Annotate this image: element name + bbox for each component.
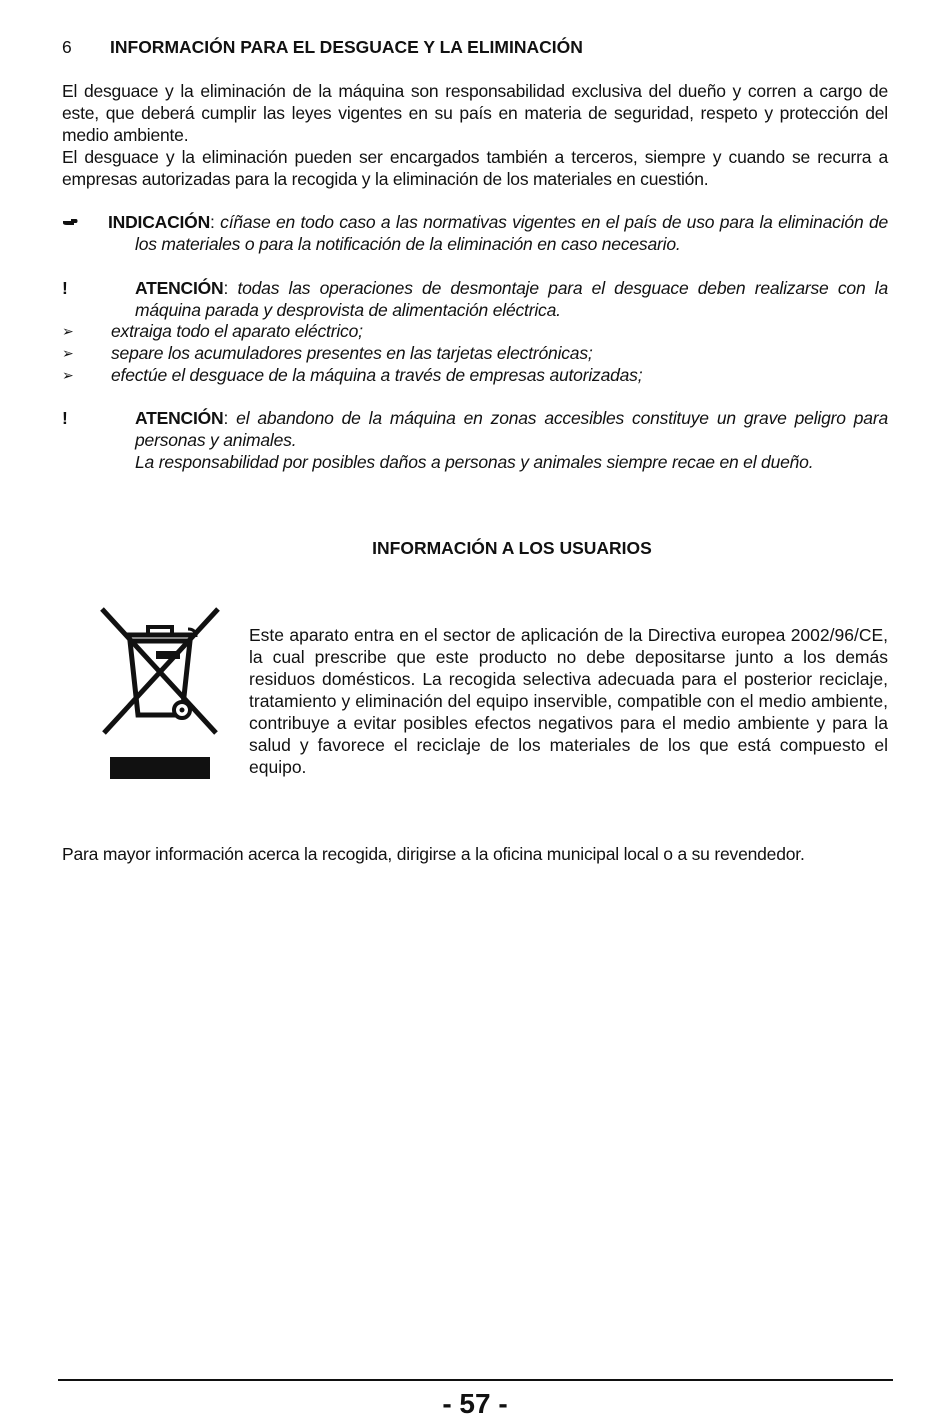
weee-directive-text: Este aparato entra en el sector de aplicación de la Directiva europea 2002/96/CE, la cual prescribe que este producto no debe depositarse junto a los demás residuos domésticos. La recogida selectiva adecuada para el posterior reciclaje, tratamiento y eliminación del equipo inservible, compatible con el medio ambiente, contribuye a evitar posibles efectos negativos para el medio ambiente y para la salud y favorece el reciclaje de los materiales de los que está compuesto el equipo.	[249, 625, 888, 777]
atencion-note-2: ! ATENCIÓN: el abandono de la máquina en zonas accesibles constituye un grave peligro para personas y animales. La responsabilidad por posibles daños a personas y animales siempre recae en el dueño.	[62, 408, 888, 472]
indicacion-label: INDICACIÓN	[108, 212, 211, 232]
intro-paragraph-1: El desguace y la eliminación de la máquina son responsabilidad exclusiva del dueño y corren a cargo de este, que deberá cumplir las leyes vigentes en su país en materia de seguridad, respeto y protección del medio ambiente.	[62, 81, 888, 145]
section-title: INFORMACIÓN PARA EL DESGUACE Y LA ELIMINACIÓN	[110, 37, 583, 57]
arrow-bullet-icon: ➢	[62, 345, 74, 361]
intro-paragraph-2: El desguace y la eliminación pueden ser encargados también a terceros, siempre y cuando se recurra a empresas autorizadas para la recogida y la eliminación de los materiales en cuestión.	[62, 147, 888, 189]
atencion-text-2: La responsabilidad por posibles daños a personas y animales siempre recae en el dueño.	[135, 452, 814, 472]
section-number: 6	[62, 37, 72, 57]
atencion-note-1: ! ATENCIÓN: todas las operaciones de desmontaje para el desguace deben realizarse con la máquina parada y desprovista de alimentación eléctrica.	[62, 278, 888, 320]
footer-divider	[58, 1379, 893, 1381]
atencion-text: el abandono de la máquina en zonas accesibles constituye un grave peligro para personas y animales.	[135, 408, 888, 450]
atencion-label: ATENCIÓN	[135, 278, 224, 298]
attention-marker: !	[62, 408, 68, 428]
atencion-label: ATENCIÓN	[135, 408, 224, 428]
atencion-text: todas las operaciones de desmontaje para el desguace deben realizarse con la máquina parada y desprovista de alimentación eléctrica.	[135, 278, 888, 320]
indicacion-note: INDICACIÓN: cíñase en todo caso a las normativas vigentes en el país de uso para la eliminación de los materiales o para la notificación de la eliminación en caso necesario.	[62, 211, 888, 255]
users-section-title: INFORMACIÓN A LOS USUARIOS	[372, 538, 652, 558]
indicacion-text: cíñase en todo caso a las normativas vigentes en el país de uso para la eliminación de los materiales o para la notificación de la eliminación en caso necesario.	[135, 212, 889, 254]
arrow-bullet-icon: ➢	[62, 323, 74, 339]
page-number: - 57 -	[442, 1388, 508, 1419]
arrow-bullet-icon: ➢	[62, 367, 74, 383]
more-info-text: Para mayor información acerca la recogida, dirigirse a la oficina municipal local o a su revendedor.	[62, 844, 805, 864]
section-heading	[62, 37, 583, 58]
attention-marker: !	[62, 278, 68, 298]
pointing-hand-icon	[62, 211, 78, 233]
crossed-out-wheelie-bin-icon	[96, 603, 224, 783]
